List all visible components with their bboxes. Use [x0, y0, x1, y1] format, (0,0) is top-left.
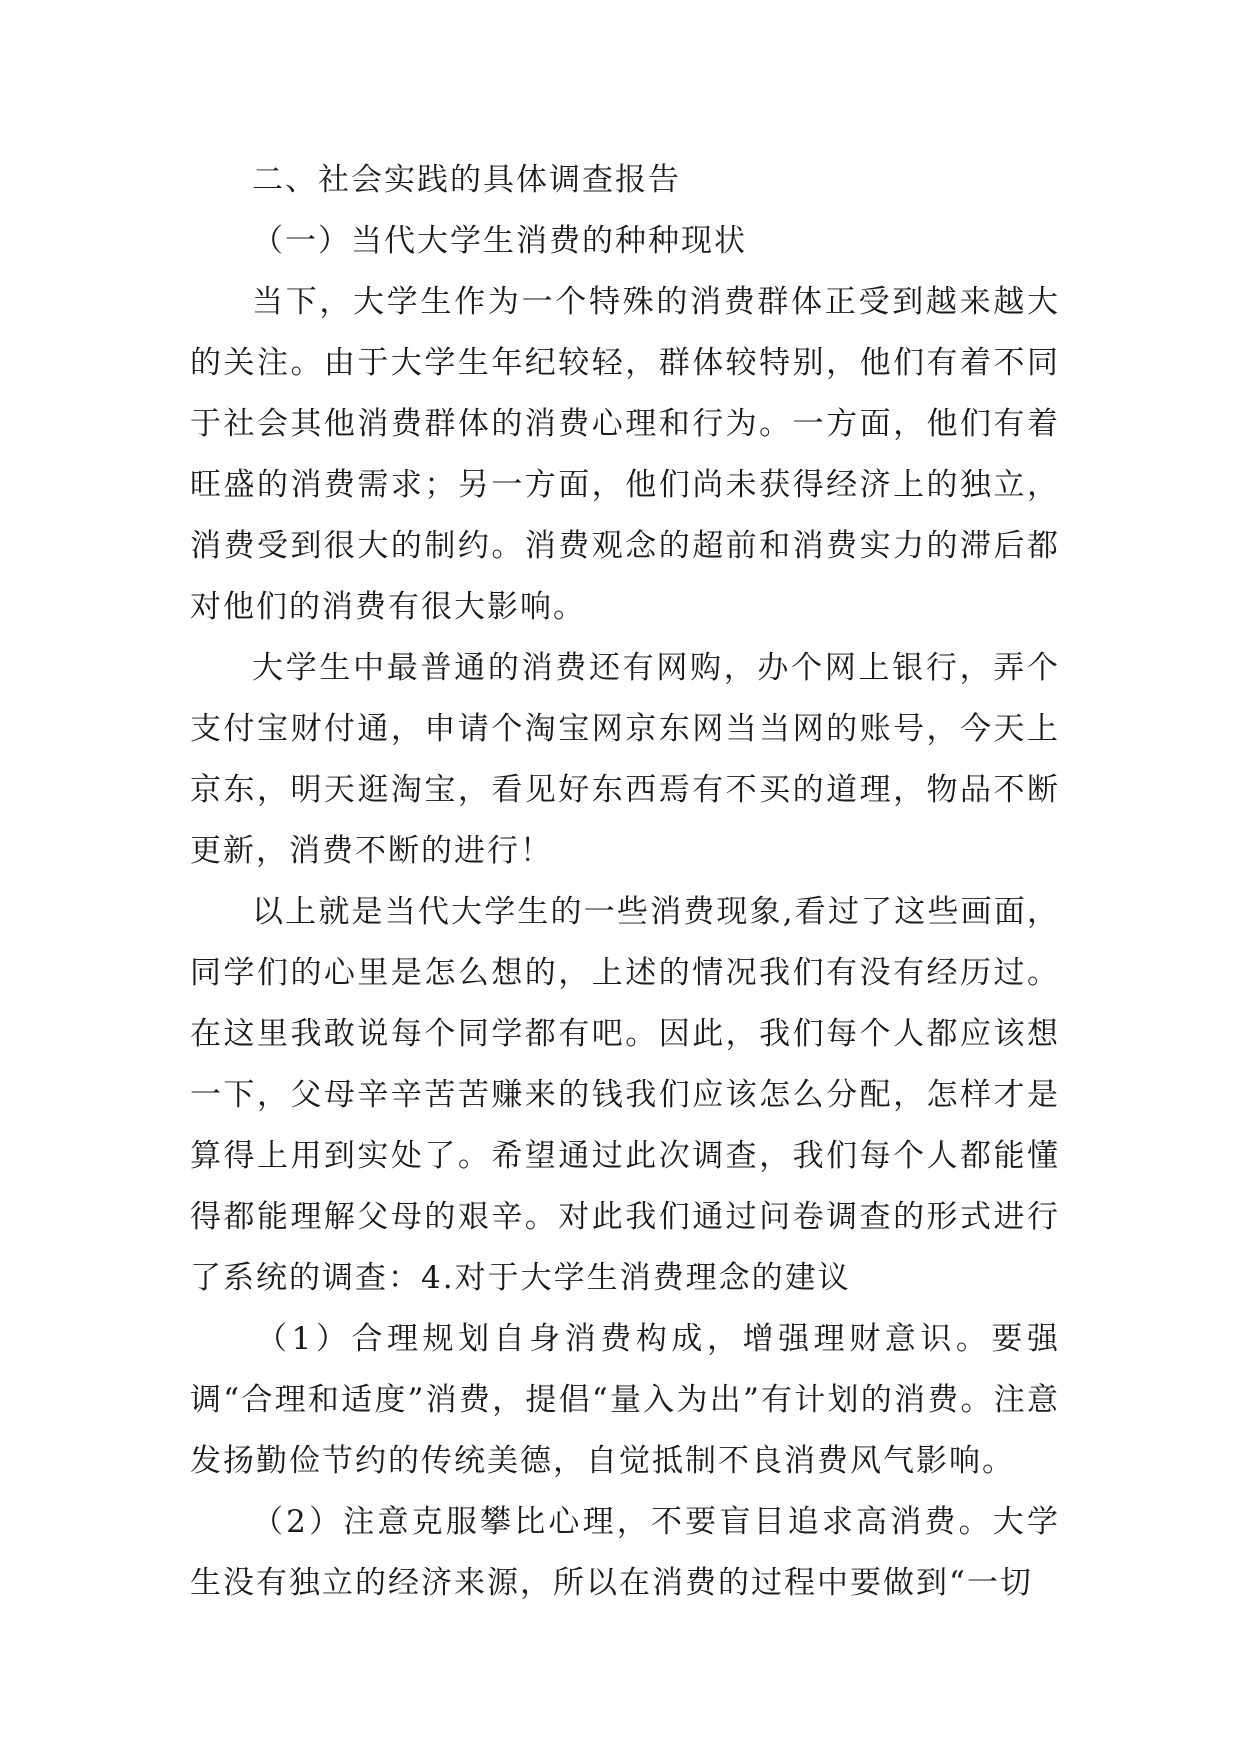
paragraph-online-shopping: 大学生中最普通的消费还有网购，办个网上银行，弄个支付宝财付通，申请个淘宝网京东网当当网的账号，今天上京东，明天逛淘宝，看见好东西焉有不买的道理，物品不断更新，消费不断的进行！	[190, 650, 1060, 869]
paragraph-suggestion-1: （1）合理规划自身消费构成，增强理财意识。要强调“合理和适度”消费，提倡“量入为出”有计划的消费。注意发扬勤俭节约的传统美德，自觉抵制不良消费风气影响。	[190, 1321, 1060, 1479]
document-body	[190, 150, 1060, 1614]
paragraph-reflection: 以上就是当代大学生的一些消费现象,看过了这些画面，同学们的心里是怎么想的，上述的情况我们有没有经历过。在这里我敢说每个同学都有吧。因此，我们每个人都应该想一下，父母辛辛苦苦赚来的钱我们应该怎么分配，怎样才是算得上用到实处了。希望通过此次调查，我们每个人都能懂得都能理解父母的艰辛。对此我们通过问卷调查的形式进行了系统的调查：4.对于大学生消费理念的建议	[190, 894, 1060, 1296]
subsection-heading: （一）当代大学生消费的种种现状	[252, 223, 747, 259]
section-heading: 二、社会实践的具体调查报告	[252, 162, 681, 198]
paragraph-current-status: 当下，大学生作为一个特殊的消费群体正受到越来越大的关注。由于大学生年纪较轻，群体较特别，他们有着不同于社会其他消费群体的消费心理和行为。一方面，他们有着旺盛的消费需求；另一方面，他们尚未获得经济上的独立，消费受到很大的制约。消费观念的超前和消费实力的滞后都对他们的消费有很大影响。	[190, 284, 1060, 625]
paragraph-suggestion-2: （2）注意克服攀比心理，不要盲目追求高消费。大学生没有独立的经济来源，所以在消费的过程中要做到“一切	[190, 1504, 1060, 1601]
